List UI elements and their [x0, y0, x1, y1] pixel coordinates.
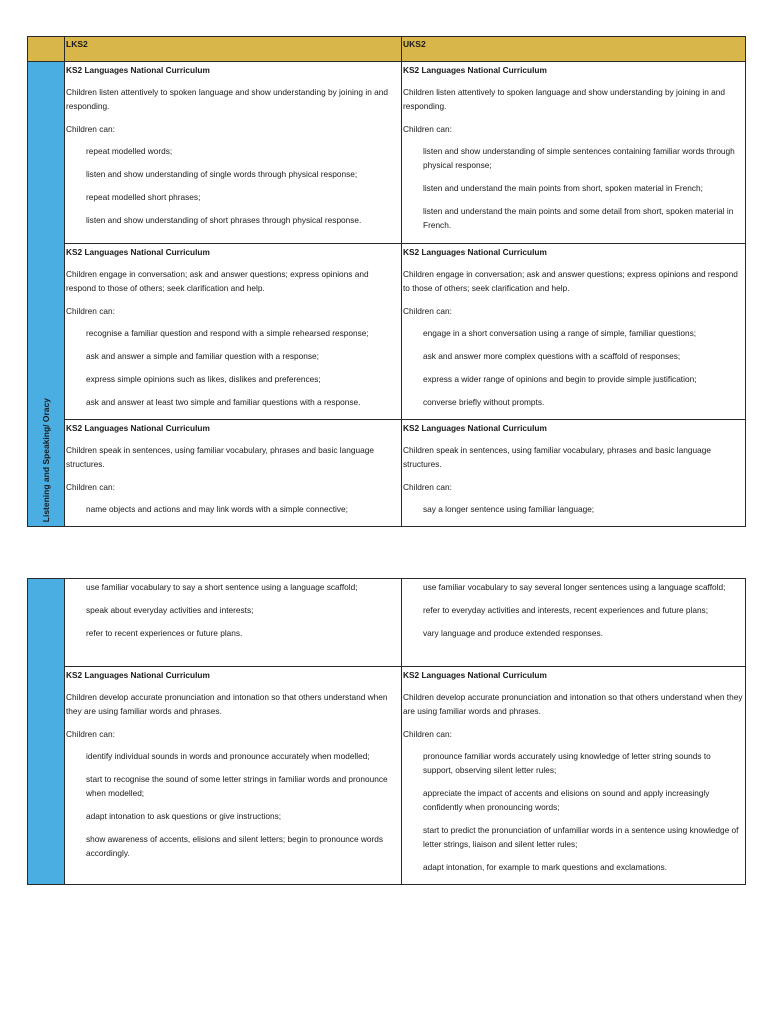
uks-cell: [402, 420, 746, 527]
list-item: refer to everyday activities and interests, recent experiences and future plans;: [423, 605, 709, 615]
objective-list: [66, 502, 399, 516]
list-item: listen and show understanding of short phrases through physical response.: [86, 215, 362, 225]
uks-heading: UKS2: [403, 39, 426, 49]
list-item: repeat modelled words;: [86, 146, 173, 156]
list-item: listen and understand the main points from short, spoken material in French;: [423, 183, 703, 193]
cell-title: KS2 Languages National Curriculum: [66, 423, 210, 433]
cell-can-label: Children can:: [66, 482, 115, 492]
cell-intro: Children speak in sentences, using familiar vocabulary, phrases and basic language structures.: [403, 445, 711, 469]
lks-heading: LKS2: [66, 39, 88, 49]
list-item: refer to recent experiences or future plans.: [86, 628, 243, 638]
objective-list: [66, 580, 399, 640]
uks-cell: [402, 244, 746, 420]
list-item: express simple opinions such as likes, dislikes and preferences;: [86, 374, 321, 384]
list-item: listen and show understanding of single words through physical response;: [86, 169, 358, 179]
lks-cell: [65, 244, 402, 420]
list-item: engage in a short conversation using a range of simple, familiar questions;: [423, 328, 697, 338]
cell-title: KS2 Languages National Curriculum: [403, 423, 547, 433]
list-item: appreciate the impact of accents and elisions on sound and apply increasingly confidently when pronouncing words;: [423, 788, 710, 812]
cell-intro: Children listen attentively to spoken language and show understanding by joining in and responding.: [66, 87, 388, 111]
cell-title: KS2 Languages National Curriculum: [403, 65, 547, 75]
list-item: recognise a familiar question and respond with a simple rehearsed response;: [86, 328, 369, 338]
lks-cell: [65, 62, 402, 244]
lks-cell: [65, 667, 402, 885]
section-row-pronunciation: [28, 667, 746, 885]
cell-intro: Children engage in conversation; ask and answer questions; express opinions and respond to those of others; seek clarification and help.: [66, 269, 369, 293]
cell-intro: Children develop accurate pronunciation and intonation so that others understand when they are using familiar words and phrases.: [66, 692, 388, 716]
list-item: show awareness of accents, elisions and silent letters; begin to pronounce words accordingly.: [86, 834, 384, 858]
curriculum-table-part-1: [27, 36, 746, 527]
strand-label: Listening and Speaking/ Oracy: [41, 397, 51, 522]
cell-can-label: Children can:: [403, 729, 452, 739]
list-item: express a wider range of opinions and begin to provide simple justification;: [423, 374, 697, 384]
cell-can-label: Children can:: [66, 306, 115, 316]
objective-list: [403, 580, 743, 640]
cell-intro: Children engage in conversation; ask and answer questions; express opinions and respond to those of others; seek clarification and help.: [403, 269, 738, 293]
list-item: ask and answer at least two simple and familiar questions with a response.: [86, 397, 361, 407]
continuation-row: [28, 579, 746, 667]
cell-title: KS2 Languages National Curriculum: [66, 247, 210, 257]
list-item: identify individual sounds in words and pronounce accurately when modelled;: [86, 751, 370, 761]
curriculum-table-part-2: [27, 578, 746, 885]
objective-list: [66, 144, 399, 227]
cell-can-label: Children can:: [403, 124, 452, 134]
section-row-listening: [28, 62, 746, 244]
cell-intro: Children speak in sentences, using familiar vocabulary, phrases and basic language structures.: [66, 445, 374, 469]
list-item: ask and answer a simple and familiar question with a response;: [86, 351, 319, 361]
section-row-conversation: [28, 244, 746, 420]
lks-cell: [65, 579, 402, 667]
lks-cell: [65, 420, 402, 527]
header-uks: [402, 37, 746, 62]
list-item: start to predict the pronunciation of unfamiliar words in a sentence using knowledge of letter strings, liaison and silent letter rules;: [423, 825, 739, 849]
objective-list: [403, 326, 743, 409]
objective-list: [403, 749, 743, 874]
list-item: adapt intonation to ask questions or give instructions;: [86, 811, 282, 821]
cell-can-label: Children can:: [66, 729, 115, 739]
list-item: converse briefly without prompts.: [423, 397, 545, 407]
cell-title: KS2 Languages National Curriculum: [403, 670, 547, 680]
list-item: use familiar vocabulary to say several longer sentences using a language scaffold;: [423, 582, 726, 592]
cell-intro: Children develop accurate pronunciation and intonation so that others understand when they are using familiar words and phrases.: [403, 692, 743, 716]
uks-cell: [402, 62, 746, 244]
cell-can-label: Children can:: [403, 306, 452, 316]
header-corner: [28, 37, 65, 62]
list-item: adapt intonation, for example to mark questions and exclamations.: [423, 862, 667, 872]
cell-title: KS2 Languages National Curriculum: [66, 670, 210, 680]
objective-list: [403, 144, 743, 232]
list-item: listen and show understanding of simple sentences containing familiar words through physical response;: [423, 146, 735, 170]
list-item: vary language and produce extended responses.: [423, 628, 603, 638]
header-lks: [65, 37, 402, 62]
cell-intro: Children listen attentively to spoken language and show understanding by joining in and responding.: [403, 87, 725, 111]
cell-title: KS2 Languages National Curriculum: [403, 247, 547, 257]
objective-list: [66, 326, 399, 409]
uks-cell: [402, 579, 746, 667]
side-strand-cell: [28, 579, 65, 885]
side-strand-cell: [28, 62, 65, 527]
list-item: start to recognise the sound of some letter strings in familiar words and pronounce when modelled;: [86, 774, 388, 798]
list-item: use familiar vocabulary to say a short sentence using a language scaffold;: [86, 582, 358, 592]
cell-can-label: Children can:: [403, 482, 452, 492]
list-item: pronounce familiar words accurately using knowledge of letter string sounds to support, observing silent letter rules;: [423, 751, 711, 775]
list-item: speak about everyday activities and interests;: [86, 605, 254, 615]
list-item: say a longer sentence using familiar language;: [423, 504, 595, 514]
uks-cell: [402, 667, 746, 885]
objective-list: [66, 749, 399, 860]
list-item: name objects and actions and may link words with a simple connective;: [86, 504, 348, 514]
list-item: repeat modelled short phrases;: [86, 192, 201, 202]
objective-list: [403, 502, 743, 516]
cell-title: KS2 Languages National Curriculum: [66, 65, 210, 75]
list-item: listen and understand the main points and some detail from short, spoken material in French.: [423, 206, 734, 230]
section-row-speaking: [28, 420, 746, 527]
cell-can-label: Children can:: [66, 124, 115, 134]
list-item: ask and answer more complex questions with a scaffold of responses;: [423, 351, 681, 361]
header-row: [28, 37, 746, 62]
